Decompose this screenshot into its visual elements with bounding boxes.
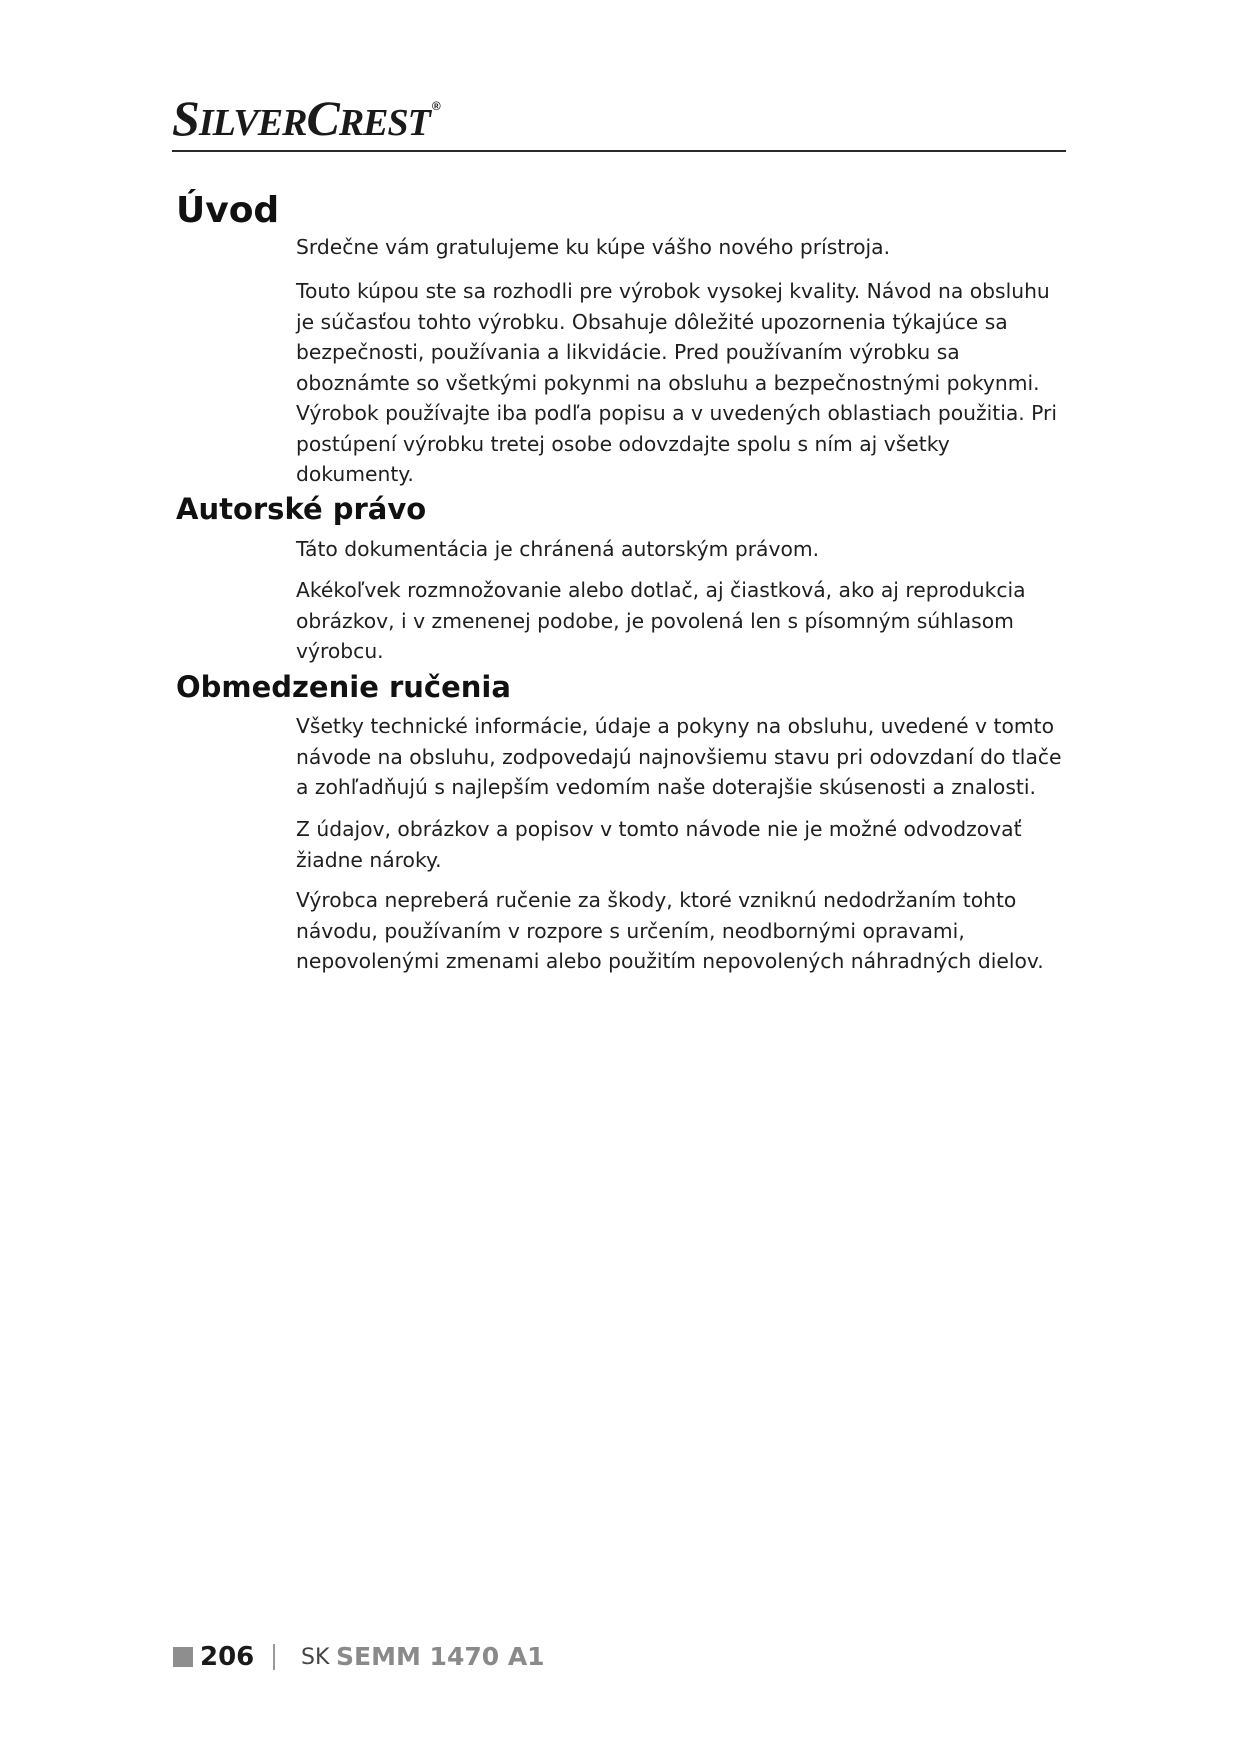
paragraph: Touto kúpou ste sa rozhodli pre výrobok vysokej kvality. Návod na obsluhu je súčasťou tohto výrobku. Obsahuje dôležité upozornenia týkajúce sa bezpečnosti, používania a likvidácie. Pred používaním výrobku sa oboznámte so všetkými pokynmi na obsluhu a bezpečnostnými pokynmi. Výrobok používajte iba podľa popisu a v uvedených oblastiach použitia. Pri postúpení výrobku tretej osobe odovzdajte spolu s ním aj všetky dokumenty.	[296, 279, 1058, 486]
registered-mark: ®	[431, 99, 440, 113]
footer-square-icon	[173, 1647, 193, 1667]
paragraph: Táto dokumentácia je chránená autorským právom.	[296, 537, 820, 561]
model-number: SEMM 1470 A1	[336, 1642, 545, 1671]
paragraph: Z údajov, obrázkov a popisov v tomto návode nie je možné odvodzovať žiadne nároky.	[296, 817, 1022, 872]
logo-letters: ILVER	[198, 102, 307, 144]
brand-logo	[172, 92, 440, 144]
paragraph: Všetky technické informácie, údaje a pokyny na obsluhu, uvedené v tomto návode na obsluhu, zodpovedajú najnovšiemu stavu pri odovzdaní do tlače a zohľadňujú s najlepším vedomím naše doterajšie skúsenosti a znalosti.	[296, 714, 1062, 799]
logo-letter: C	[306, 90, 339, 146]
paragraph: Výrobca nepreberá ručenie za škody, ktoré vzniknú nedodržaním tohto návodu, používaním v rozpore s určením, neodbornými opravami, nepovolenými zmenami alebo použitím nepovolených náhradných dielov.	[296, 888, 1044, 973]
page-number: 206	[200, 1642, 255, 1672]
section-title-uvod: Úvod	[176, 190, 280, 231]
language-code: SK	[301, 1645, 330, 1670]
header-divider	[172, 150, 1066, 152]
logo-letters: REST	[338, 102, 430, 144]
paragraph: Srdečne vám gratulujeme ku kúpe vášho nového prístroja.	[296, 235, 891, 259]
section-title-obmedzenie-rucenia: Obmedzenie ručenia	[176, 670, 511, 704]
logo-letter: S	[172, 90, 199, 146]
footer-divider	[273, 1644, 275, 1670]
section-title-autorske-pravo: Autorské právo	[176, 492, 427, 526]
paragraph: Akékoľvek rozmnožovanie alebo dotlač, aj čiastková, ako aj reprodukcia obrázkov, i v zmenenej podobe, je povolená len s písomným súhlasom výrobcu.	[296, 578, 1026, 663]
